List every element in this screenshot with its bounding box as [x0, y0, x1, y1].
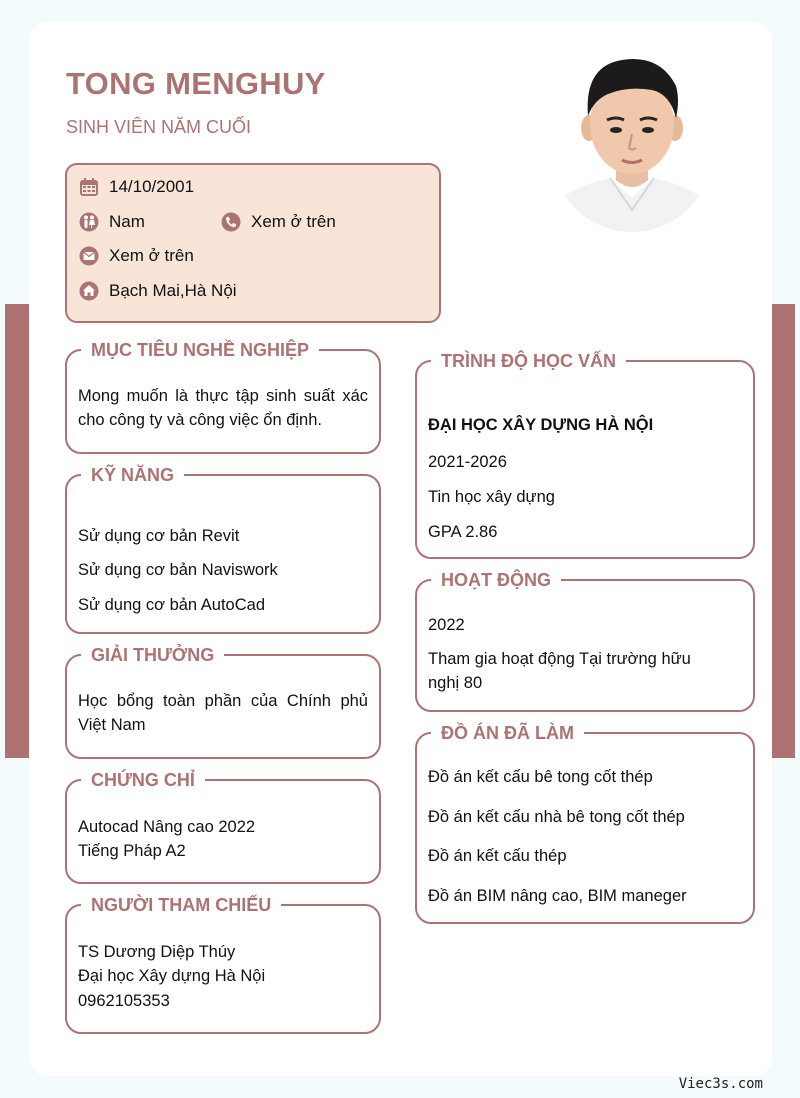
education-school: ĐẠI HỌC XÂY DỰNG HÀ NỘI [428, 416, 654, 434]
info-gender [79, 212, 145, 232]
info-email [79, 246, 194, 266]
email-icon [79, 246, 99, 266]
skill-item: Sử dụng cơ bản Revit [78, 527, 240, 545]
awards-text: Học bổng toàn phần của Chính phủ Việt Nam [78, 692, 368, 734]
birthday-text: 14/10/2001 [109, 177, 195, 196]
skills-title: KỸ NĂNG [81, 463, 184, 487]
education-years: 2021-2026 [428, 453, 507, 471]
career-objective-section [65, 340, 381, 454]
awards-title: GIẢI THƯỞNG [81, 643, 224, 667]
skills-section [65, 465, 381, 634]
project-item: Đồ án kết cấu bê tong cốt thép [428, 768, 653, 786]
skill-item: Sử dụng cơ bản Naviswork [78, 561, 278, 579]
right-accent-band [771, 304, 795, 758]
gender-icon [79, 212, 99, 232]
education-gpa: GPA 2.86 [428, 523, 498, 541]
phone-icon [221, 212, 241, 232]
project-item: Đồ án kết cấu nhà bê tong cốt thép [428, 808, 685, 826]
certificates-section [65, 770, 381, 884]
activity-year: 2022 [428, 616, 465, 634]
personal-info-box [65, 163, 441, 323]
projects-title: ĐỒ ÁN ĐÃ LÀM [431, 721, 584, 745]
skill-item: Sử dụng cơ bản AutoCad [78, 596, 265, 614]
education-title: TRÌNH ĐỘ HỌC VẤN [431, 349, 626, 373]
profile-photo [552, 38, 712, 232]
reference-item: Đại học Xây dựng Hà Nội [78, 967, 266, 985]
certificate-item: Tiếng Pháp A2 [78, 842, 186, 860]
reference-item: 0962105353 [78, 992, 170, 1010]
address-text: Bạch Mai,Hà Nội [109, 281, 237, 300]
email-text: Xem ở trên [109, 246, 194, 265]
career-objective-text: Mong muốn là thực tập sinh suất xác cho công ty và công việc ổn định. [78, 387, 368, 429]
career-objective-title: MỤC TIÊU NGHỀ NGHIỆP [81, 338, 319, 362]
candidate-title: SINH VIÊN NĂM CUỐI [66, 117, 252, 137]
project-item: Đồ án kết cấu thép [428, 847, 567, 865]
calendar-icon [79, 177, 99, 197]
awards-section [65, 645, 381, 759]
info-address [79, 281, 237, 301]
references-title: NGƯỜI THAM CHIẾU [81, 893, 281, 917]
activities-section [415, 570, 755, 712]
activities-title: HOẠT ĐỘNG [431, 568, 561, 592]
activity-text: Tham gia hoạt động Tại trường hữu nghị 80 [428, 650, 691, 692]
certificate-item: Autocad Nâng cao 2022 [78, 818, 256, 836]
candidate-name: TONG MENGHUY [66, 66, 326, 101]
projects-section [415, 723, 755, 924]
gender-text: Nam [109, 212, 145, 231]
references-section [65, 895, 381, 1034]
home-icon [79, 281, 99, 301]
left-accent-band [5, 304, 29, 758]
phone-text: Xem ở trên [251, 212, 336, 231]
watermark: Viec3s.com [678, 1076, 763, 1092]
project-item: Đồ án BIM nâng cao, BIM maneger [428, 887, 687, 905]
info-birthday [79, 177, 194, 197]
education-section [415, 351, 755, 559]
certificates-title: CHỨNG CHỈ [81, 768, 205, 792]
reference-item: TS Dương Diệp Thúy [78, 943, 236, 961]
info-phone [221, 212, 336, 232]
education-major: Tin học xây dựng [428, 488, 555, 506]
